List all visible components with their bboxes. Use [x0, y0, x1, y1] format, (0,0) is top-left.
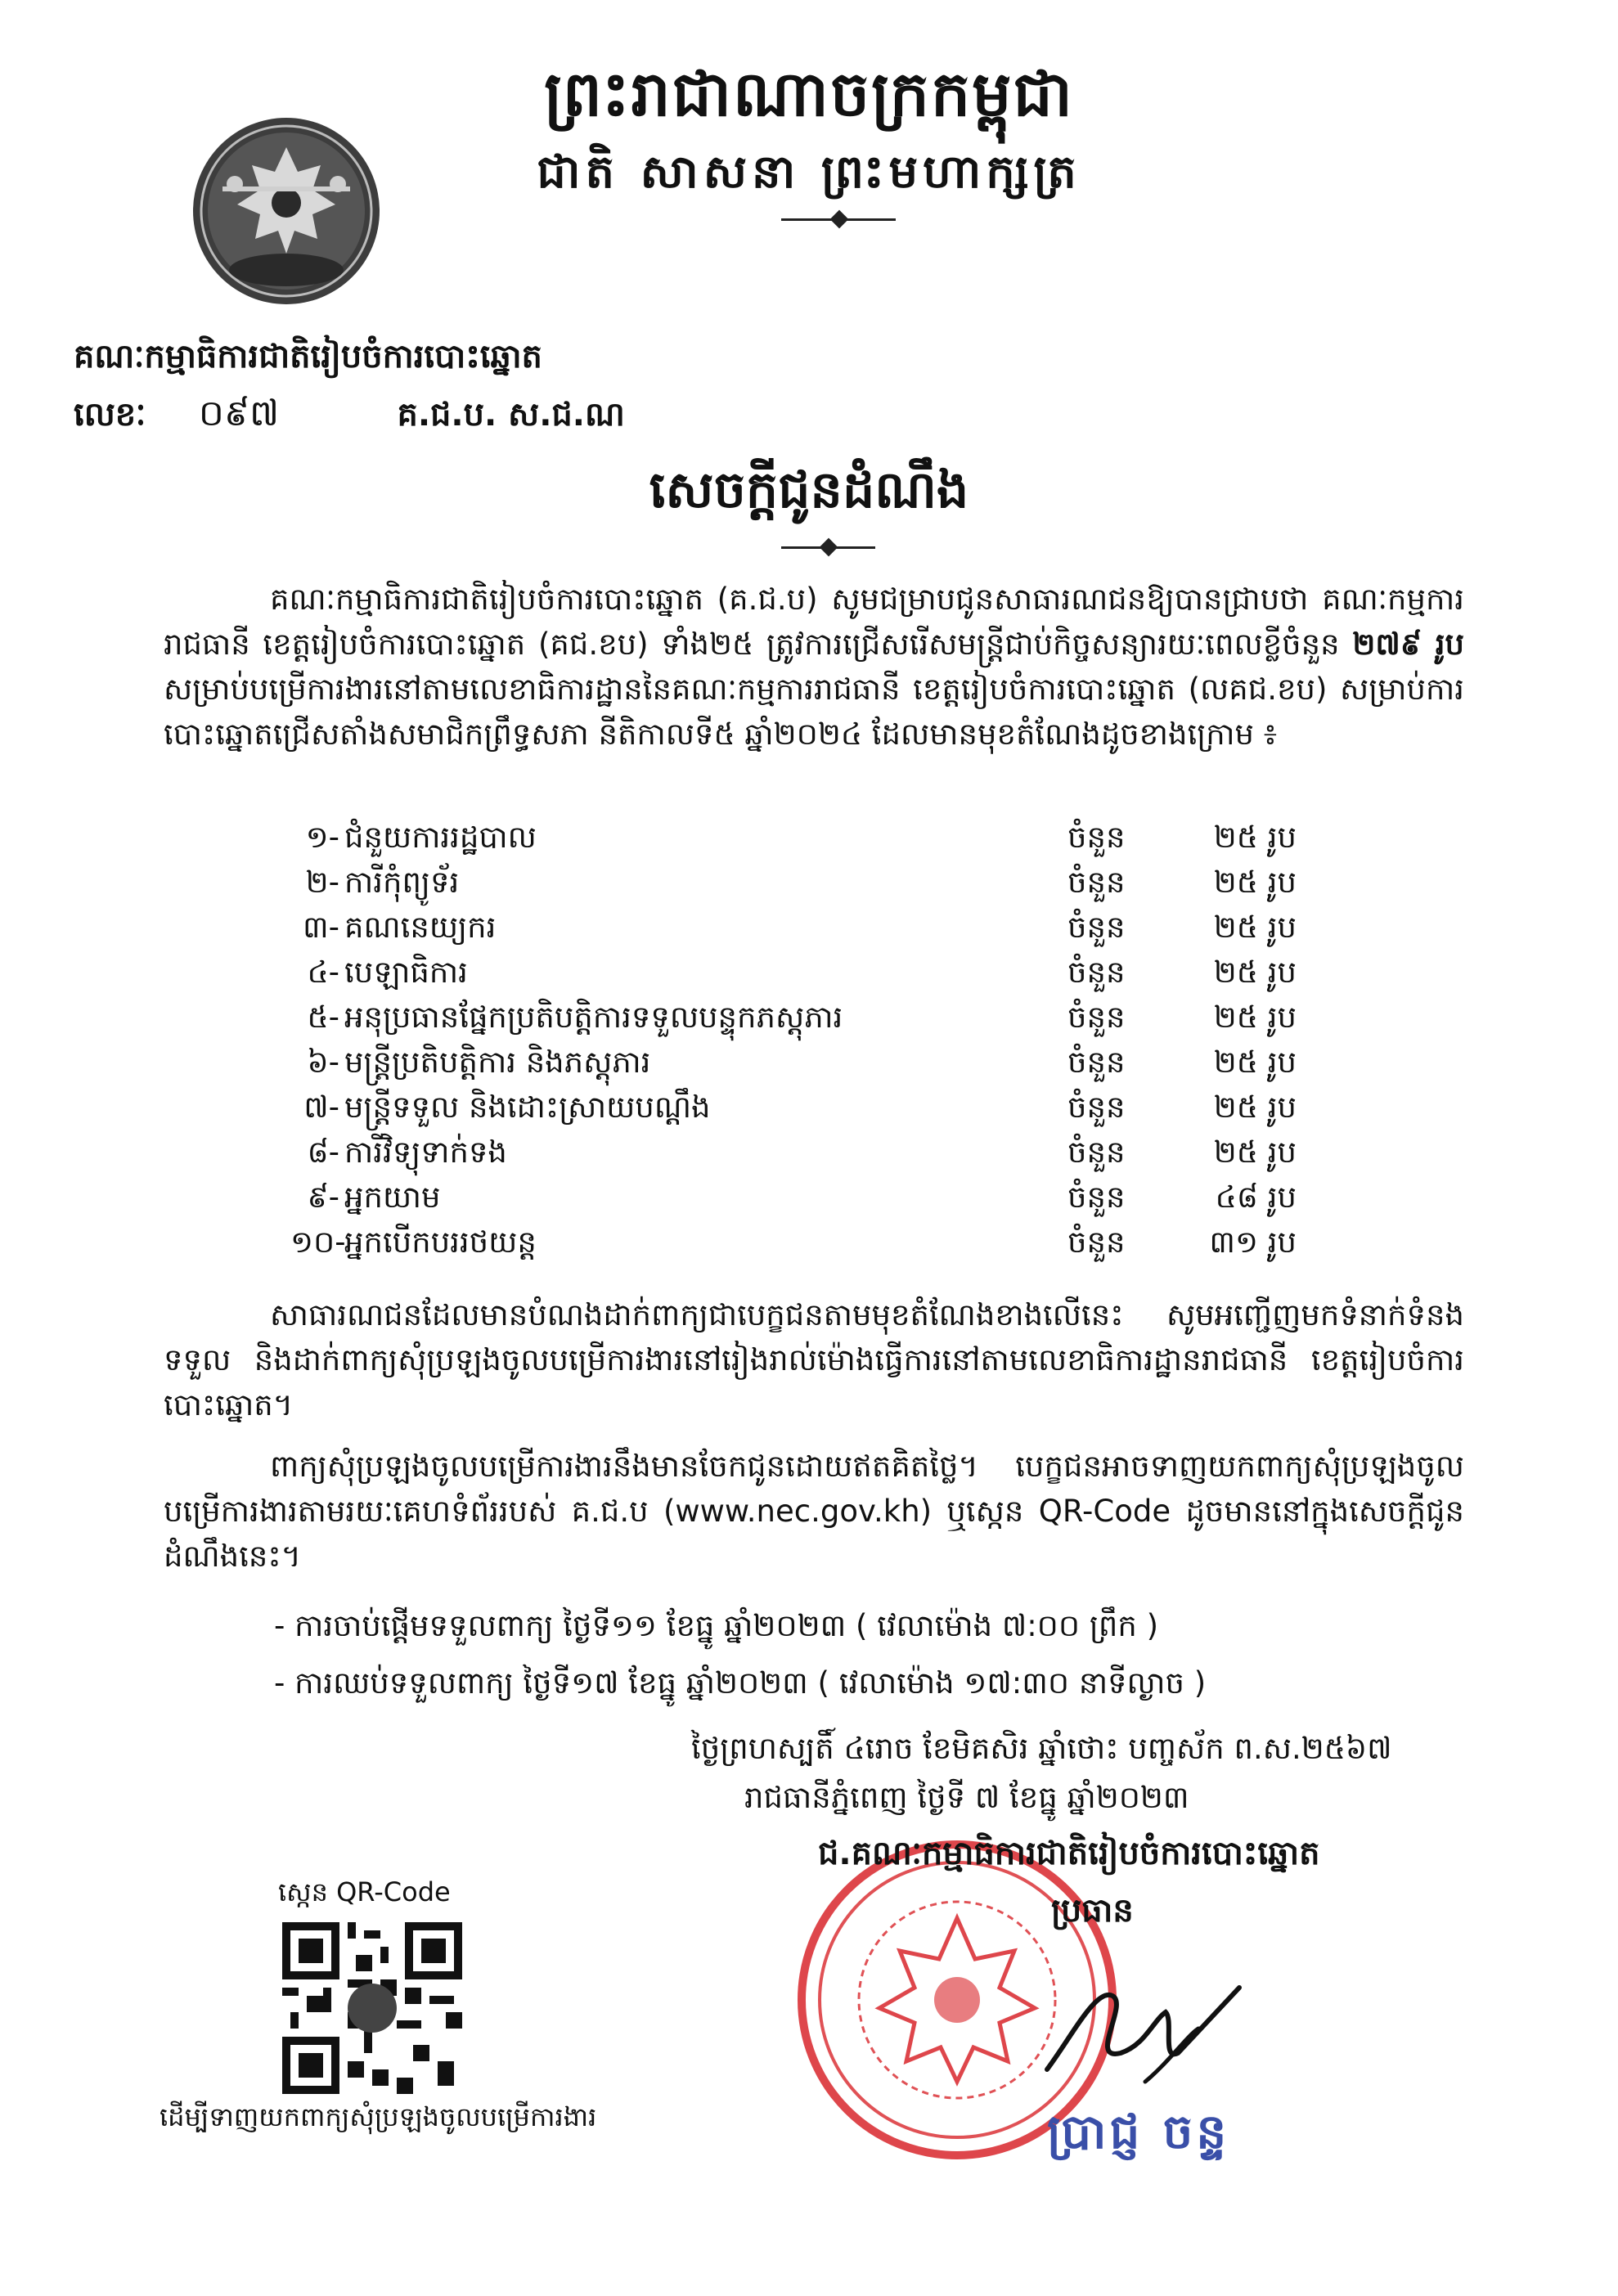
- count-label: ចំនួន: [1067, 819, 1126, 855]
- list-item: [290, 1223, 1297, 1268]
- count-value: ៤៨ រូប: [1215, 1179, 1297, 1215]
- nec-emblem-icon: [190, 115, 383, 308]
- count-value: ២៥ រូប: [1213, 999, 1297, 1035]
- list-item: [290, 1088, 1297, 1133]
- count-label: ចំនួន: [1067, 954, 1126, 990]
- count-value: ២៥ រូប: [1213, 864, 1297, 900]
- position-label: អ្នកយាម: [344, 1179, 441, 1215]
- list-item: [290, 1133, 1297, 1178]
- item-number: ៧-: [303, 1089, 339, 1125]
- position-label: អ្នកបើកបររថយន្ត: [344, 1224, 537, 1260]
- list-item: [290, 908, 1297, 953]
- intro-text-rest: សម្រាប់បម្រើការងារនៅតាមលេខាធិការដ្ឋាននៃគណៈកម្មការរាជធានី ខេត្តរៀបចំការបោះឆ្នោត (លគជ.ខប) សម្រាប់ការបោះឆ្នោតជ្រើសតាំងសមាជិកព្រឹទ្ធសភា នីតិកាលទី៥ ឆ្នាំ២០២៤ ដែលមានមុខតំណែងដូចខាងក្រោម ៖: [164, 672, 1464, 752]
- item-number: ១-: [305, 819, 339, 855]
- solar-date: រាជធានីភ្នំពេញ ថ្ងៃទី ៧ ខែធ្នូ ឆ្នាំ២០២៣: [744, 1780, 1189, 1815]
- count-label: ចំនួន: [1067, 1179, 1126, 1215]
- download-paragraph: [164, 1444, 1464, 1579]
- qr-code-icon[interactable]: [282, 1922, 462, 2094]
- item-number: ៥-: [307, 999, 339, 1035]
- qr-label: ស្កេន QR-Code: [278, 1876, 451, 1907]
- national-motto: ជាតិ សាសនា ព្រះមហាក្សត្រ: [537, 146, 1081, 199]
- item-number: ៩-: [307, 1179, 339, 1215]
- title-ornament: [820, 538, 838, 557]
- position-label: មន្ត្រីទទួល និងដោះស្រាយបណ្ដឹង: [344, 1089, 711, 1125]
- signatory-name: ប្រាជ្ញ ចន្ទ: [1047, 2104, 1230, 2159]
- reference-label: លេខៈ: [74, 396, 146, 434]
- count-value: ២៥ រូប: [1213, 1134, 1297, 1170]
- list-item: [290, 1178, 1297, 1223]
- issuing-committee: គណៈកម្មាធិការជាតិរៀបចំការបោះឆ្នោត: [74, 338, 542, 375]
- item-number: ៨-: [307, 1134, 339, 1170]
- intro-highlight-count: ២៧៩ រូប: [1352, 627, 1464, 662]
- apply-paragraph: [164, 1292, 1464, 1427]
- list-item: [290, 953, 1297, 998]
- count-label: ចំនួន: [1067, 999, 1126, 1035]
- count-label: ចំនួន: [1067, 1089, 1126, 1125]
- count-value: ២៥ រូប: [1213, 954, 1297, 990]
- positions-list: [290, 818, 1297, 1268]
- list-item: [290, 818, 1297, 863]
- signatory-on-behalf: ជ.គណៈកម្មាធិការជាតិរៀបចំការបោះឆ្នោត: [818, 1835, 1320, 1872]
- item-number: ១០-: [290, 1224, 346, 1260]
- signatory-role: ប្រធាន: [1051, 1892, 1134, 1930]
- count-value: ២៥ រូប: [1213, 1089, 1297, 1125]
- count-label: ចំនួន: [1067, 909, 1126, 945]
- download-text: ពាក្យសុំប្រឡងចូលបម្រើការងារនឹងមានចែកជូនដោយឥតគិតថ្លៃ។ បេក្ខជនអាចទាញយកពាក្យសុំប្រឡងចូលបម្រើការងារតាមរយៈគេហទំព័ររបស់ គ.ជ.ប (www.nec.gov.kh) ឬស្កេន QR-Code ដូចមាននៅក្នុងសេចក្ដីជូនដំណឹងនេះ។: [164, 1449, 1464, 1574]
- handwritten-signature: [1022, 1939, 1252, 2102]
- position-label: បេឡាធិការ: [344, 954, 468, 990]
- lunar-date: ថ្ងៃព្រហស្បតិ៍ ៤រោច ខែមិគសិរ ឆ្នាំថោះ បញ្ចស័ក ព.ស.២៥៦៧: [691, 1731, 1392, 1766]
- position-label: ការីវិទ្យុទាក់ទង: [344, 1134, 507, 1170]
- position-label: អនុប្រធានផ្នែកប្រតិបត្តិការទទួលបន្ទុកភស្តុភារ: [344, 999, 843, 1035]
- item-number: ៦-: [307, 1044, 339, 1080]
- qr-note: ដើម្បីទាញយកពាក្យសុំប្រឡងចូលបម្រើការងារ: [160, 2101, 597, 2132]
- reference-line: [74, 391, 625, 443]
- count-label: ចំនួន: [1067, 864, 1126, 900]
- position-label: មន្ត្រីប្រតិបត្តិការ និងភស្តុភារ: [344, 1044, 651, 1080]
- position-label: ជំនួយការរដ្ឋបាល: [344, 819, 537, 855]
- count-label: ចំនួន: [1067, 1224, 1126, 1260]
- position-label: គណនេយ្យករ: [344, 909, 497, 945]
- notice-title: សេចក្ដីជូនដំណឹង: [649, 460, 969, 519]
- item-number: ៤-: [307, 954, 339, 990]
- count-label: ចំនួន: [1067, 1044, 1126, 1080]
- reference-number: ០៩៧: [198, 393, 280, 434]
- item-number: ២-: [305, 864, 339, 900]
- count-value: ២៥ រូប: [1213, 819, 1297, 855]
- item-number: ៣-: [303, 909, 339, 945]
- kingdom-heading: ព្រះរាជាណាចក្រកម្ពុជា: [544, 57, 1074, 130]
- schedule-end: - ការឈប់ទទួលពាក្យ ថ្ងៃទី១៧ ខែធ្នូ ឆ្នាំ២០២៣ ( វេលាម៉ោង ១៧:៣០ នាទីល្ងាច ): [274, 1665, 1207, 1701]
- intro-paragraph: [164, 577, 1464, 757]
- count-value: ៣១ រូប: [1209, 1224, 1297, 1260]
- list-item: [290, 998, 1297, 1043]
- reference-code: គ.ជ.ប. ស.ជ.ណ: [397, 396, 625, 434]
- count-label: ចំនួន: [1067, 1134, 1126, 1170]
- list-item: [290, 1043, 1297, 1088]
- intro-text: គណៈកម្មាធិការជាតិរៀបចំការបោះឆ្នោត (គ.ជ.ប) សូមជម្រាបជូនសាធារណជនឱ្យបានជ្រាបថា គណៈកម្មការរាជធានី ខេត្តរៀបចំការបោះឆ្នោត (គជ.ខប) ទាំង២៥ ត្រូវការជ្រើសរើសមន្ត្រីជាប់កិច្ចសន្យារយៈពេលខ្លីចំនួន: [164, 582, 1464, 662]
- apply-text: សាធារណជនដែលមានបំណងដាក់ពាក្យជាបេក្ខជនតាមមុខតំណែងខាងលើនេះ សូមអញ្ជើញមកទំនាក់ទំនងទទួល និងដាក់ពាក្យសុំប្រឡងចូលបម្រើការងារនៅរៀងរាល់ម៉ោងធ្វើការនៅតាមលេខាធិការដ្ឋានរាជធានី ខេត្តរៀបចំការបោះឆ្នោត។: [164, 1297, 1464, 1422]
- schedule-start: - ការចាប់ផ្ដើមទទួលពាក្យ ថ្ងៃទី១១ ខែធ្នូ ឆ្នាំ២០២៣ ( វេលាម៉ោង ៧:០០ ព្រឹក ): [274, 1608, 1159, 1643]
- count-value: ២៥ រូប: [1213, 909, 1297, 945]
- list-item: [290, 863, 1297, 908]
- position-label: ការីកុំព្យូទ័រ: [344, 864, 460, 900]
- count-value: ២៥ រូប: [1213, 1044, 1297, 1080]
- header-ornament: [830, 210, 849, 229]
